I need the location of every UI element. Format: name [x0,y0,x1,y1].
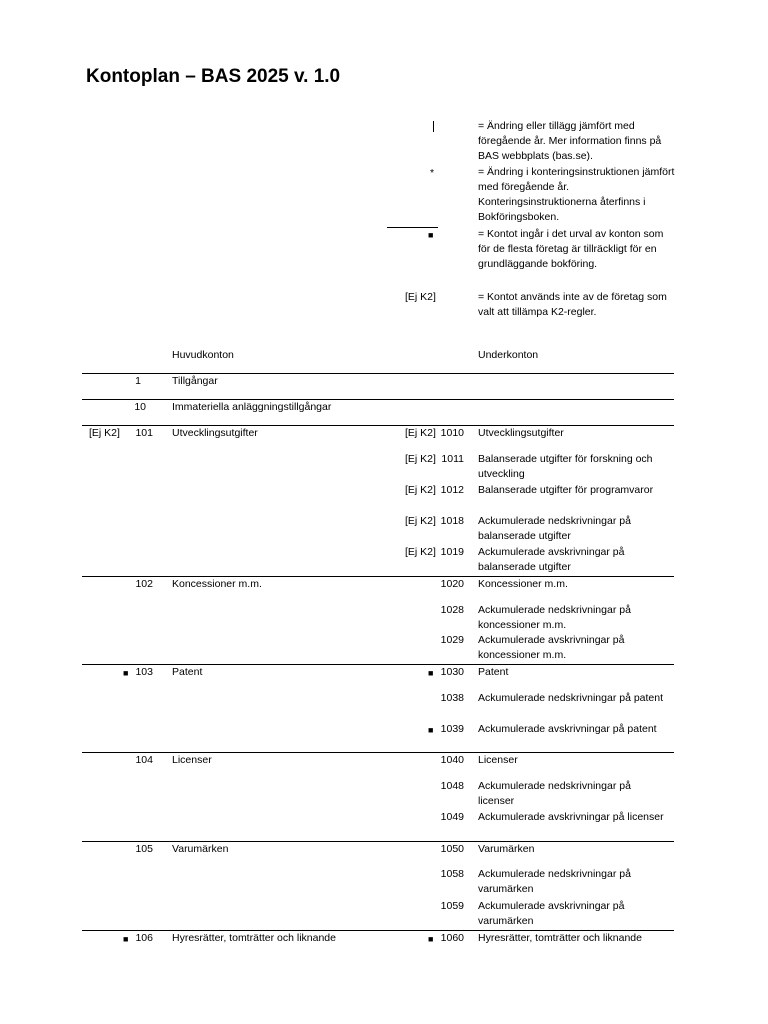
square-icon: ■ [123,934,129,944]
k2-marker: [Ej K2] [89,427,120,439]
sub-account-number: 1011 [441,453,464,465]
row-divider [82,425,674,426]
main-account-name: Tillgångar [172,375,218,387]
sub-account-name: Ackumulerade avskrivningar på licenser [478,811,664,823]
sub-account-name: Ackumulerade avskrivningar på varumärken [478,900,625,927]
sub-account-name: Balanserade utgifter för programvaror [478,484,654,496]
main-account-number: 101 [135,427,153,439]
sub-account-number: 1060 [440,932,464,944]
sub-account-number: 1039 [440,723,464,735]
sub-account-number: 1058 [440,868,464,880]
row-divider [82,664,674,665]
sub-account-name: Koncessioner m.m. [478,578,568,590]
sub-account-number: 1048 [440,780,464,792]
sub-account-number: 1040 [440,754,464,766]
sub-account-number: 1049 [440,811,464,823]
main-account-name: Licenser [172,754,212,766]
main-account-name: Hyresrätter, tomträtter och liknande [172,932,336,944]
sub-account-number: 1050 [440,843,464,855]
k2-marker: [Ej K2] [405,484,436,496]
k2-marker: [Ej K2] [405,453,436,465]
sub-account-name: Utvecklingsutgifter [478,427,564,439]
sub-account-number: 1059 [440,900,464,912]
sub-account-number: 1012 [440,484,464,496]
sub-account-name: Ackumulerade avskrivningar på patent [478,723,657,735]
k2-marker: [Ej K2] [405,427,436,439]
sub-account-name: Ackumulerade nedskrivningar på licenser [478,780,631,807]
square-icon: ■ [428,230,434,240]
main-account-number: 103 [135,666,153,678]
main-account-number: 102 [135,578,153,590]
sub-account-number: 1038 [440,692,464,704]
row-divider [82,841,674,842]
main-account-name: Utvecklingsutgifter [172,427,258,439]
main-account-name: Patent [172,666,203,678]
legend-k2-symbol: [Ej K2] [405,291,436,303]
sub-account-number: 1010 [440,427,464,439]
row-divider [82,399,674,400]
sub-account-number: 1028 [440,604,464,616]
square-icon: ■ [428,934,434,944]
sub-account-name: Licenser [478,754,518,766]
sub-account-name: Ackumulerade avskrivningar på koncessioner m.m. [478,634,625,661]
k2-marker: [Ej K2] [405,546,436,558]
square-icon: ■ [428,725,434,735]
sub-account-number: 1030 [440,666,464,678]
main-account-number: 1 [135,375,141,387]
legend-instruction-symbol: * [430,167,435,179]
main-account-number: 106 [135,932,153,944]
sub-account-name: Ackumulerade avskrivningar på balanserade utgifter [478,546,625,573]
sub-account-name: Ackumulerade nedskrivningar på patent [478,692,664,704]
main-account-number: 104 [135,754,153,766]
square-icon: ■ [428,668,434,678]
sub-account-name: Balanserade utgifter för forskning och utveckling [478,453,653,480]
k2-marker: [Ej K2] [405,515,436,527]
sub-account-number: 1029 [440,634,464,646]
sub-account-name: Ackumulerade nedskrivningar på koncessioner m.m. [478,604,631,631]
legend-change-text: = Ändring eller tillägg jämfört med föregående år. Mer information finns på BAS webbplats (bas.se). [478,120,662,162]
page-title: Kontoplan – BAS 2025 v. 1.0 [86,66,341,87]
sub-account-number: 1019 [440,546,464,558]
sub-account-number: 1020 [440,578,464,590]
main-account-name: Immateriella anläggningstillgångar [172,401,332,413]
change-marker-bar [433,121,434,132]
main-account-name: Varumärken [172,843,229,855]
sub-account-number: 1018 [440,515,464,527]
legend-k2-text: = Kontot används inte av de företag som valt att tillämpa K2-regler. [478,291,667,318]
square-icon: ■ [123,668,129,678]
sub-account-name: Ackumulerade nedskrivningar på varumärken [478,868,631,895]
main-account-name: Koncessioner m.m. [172,578,262,590]
sub-account-name: Hyresrätter, tomträtter och liknande [478,932,642,944]
legend-basic-text: = Kontot ingår i det urval av konton som för de flesta företag är tillräckligt för en grundläggande bokföring. [478,228,664,270]
legend-instruction-text: = Ändring i konteringsinstruktionen jämfört med föregående år. Konteringsinstruktionerna återfinns i Bokföringsboken. [478,166,675,223]
main-account-number: 10 [134,401,146,413]
header-sub-accounts: Underkonton [478,349,539,361]
row-divider [82,752,674,753]
row-divider [82,373,674,374]
sub-account-name: Varumärken [478,843,535,855]
main-account-number: 105 [135,843,153,855]
header-main-accounts: Huvudkonton [172,349,234,361]
sub-account-name: Patent [478,666,509,678]
sub-account-name: Ackumulerade nedskrivningar på balanserade utgifter [478,515,631,542]
row-divider [82,576,674,577]
